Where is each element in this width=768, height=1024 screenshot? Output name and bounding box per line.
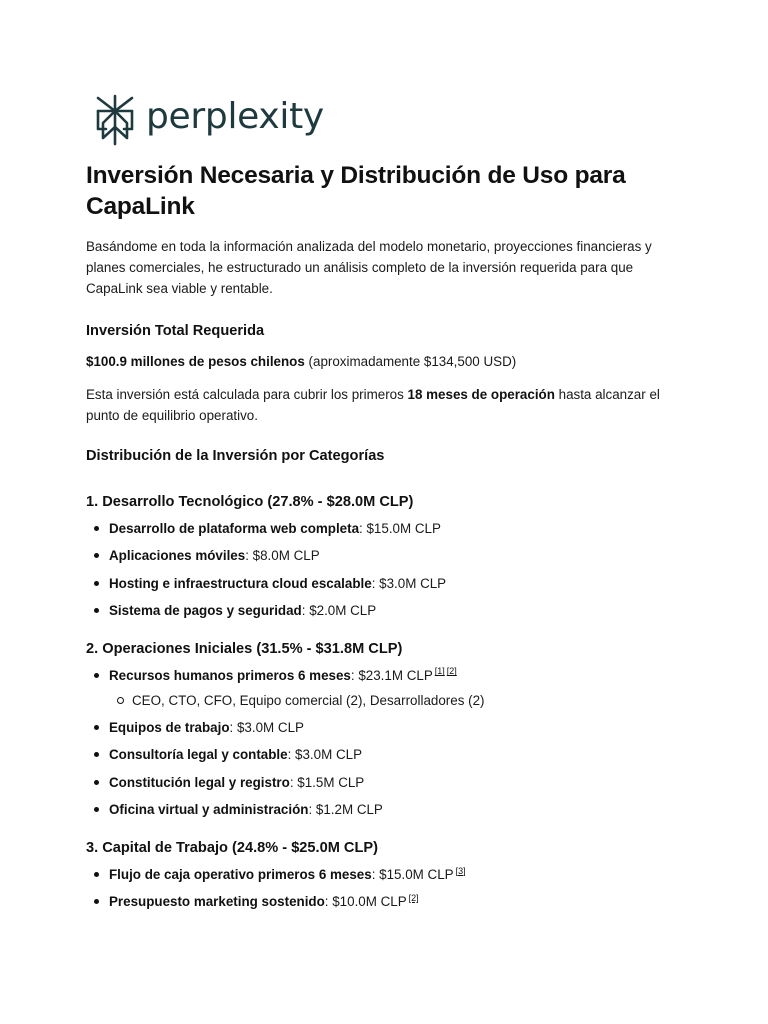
- item-label: Oficina virtual y administración: [109, 802, 309, 818]
- item-label: Desarrollo de plataforma web completa: [109, 521, 360, 536]
- coverage-period: 18 meses de operación: [407, 387, 555, 402]
- item-label: Consultoría legal y contable: [109, 747, 288, 763]
- list-item: [86, 600, 686, 621]
- list-item: [86, 772, 686, 793]
- item-label: Flujo de caja operativo primeros 6 meses: [109, 867, 372, 883]
- total-amount-bold: $100.9 millones de pesos chilenos: [86, 354, 305, 369]
- list-item: [86, 665, 686, 711]
- sub-list-item: CEO, CTO, CFO, Equipo comercial (2), Desarrolladores (2): [109, 690, 686, 711]
- page-title: Inversión Necesaria y Distribución de Uso para CapaLink: [86, 162, 626, 220]
- section-heading: 2. Operaciones Iniciales (31.5% - $31.8M CLP): [86, 640, 403, 657]
- item-label: Sistema de pagos y seguridad: [109, 602, 302, 618]
- item-value: : $1.2M CLP: [308, 802, 383, 818]
- citation-link[interactable]: [2]: [408, 892, 419, 903]
- list-item: [86, 799, 686, 820]
- section-heading: 1. Desarrollo Tecnológico (27.8% - $28.0M CLP): [86, 494, 414, 510]
- list-item: [86, 891, 686, 912]
- item-label: Equipos de trabajo: [109, 720, 230, 736]
- perplexity-logo-icon: [94, 94, 136, 146]
- coverage-text-start: Esta inversión está calculada para cubrir los primeros: [86, 387, 408, 402]
- logo-wordmark: perplexity: [146, 96, 324, 137]
- citation-link[interactable]: [1]: [434, 666, 445, 677]
- total-amount: [86, 351, 686, 372]
- coverage-text-end: hasta alcanzar el punto de equilibrio operativo.: [86, 387, 660, 423]
- document-body: [86, 160, 686, 919]
- citation-link[interactable]: [3]: [455, 865, 466, 876]
- item-label: Aplicaciones móviles: [109, 548, 246, 564]
- item-value: : $1.5M CLP: [289, 774, 365, 790]
- item-value: : $15.0M CLP: [359, 521, 441, 536]
- item-value: : $15.0M CLP: [371, 867, 454, 883]
- item-value: : $3.0M CLP: [287, 747, 363, 763]
- perplexity-logo: [94, 94, 324, 146]
- investment-coverage: [86, 384, 686, 426]
- list-item: [86, 717, 686, 738]
- list-item: [86, 518, 686, 539]
- total-investment-heading: Inversión Total Requerida: [86, 323, 265, 339]
- item-value: : $2.0M CLP: [301, 602, 377, 618]
- sub-list: [109, 690, 686, 711]
- total-amount-usd: (aproximadamente $134,500 USD): [304, 354, 517, 369]
- item-value: : $10.0M CLP: [324, 894, 407, 910]
- list-item: [86, 573, 686, 594]
- list-item: [86, 744, 686, 765]
- item-value: : $3.0M CLP: [229, 720, 304, 736]
- distribution-heading: Distribución de la Inversión por Categorías: [86, 448, 385, 464]
- item-value: : $3.0M CLP: [371, 575, 447, 591]
- section-list: [86, 518, 686, 621]
- citation-link[interactable]: [2]: [446, 666, 457, 677]
- section-list: [86, 864, 686, 912]
- list-item: [86, 864, 686, 885]
- distribution-sections: [86, 492, 686, 912]
- item-label: Hosting e infraestructura cloud escalable: [109, 575, 372, 591]
- intro-paragraph: Basándome en toda la información analizada del modelo monetario, proyecciones financieras y planes comerciales, he estructurado un análisis completo de la inversión requerida para que CapaLink sea viable y rentable.: [86, 239, 652, 296]
- item-value: : $8.0M CLP: [245, 548, 320, 564]
- section-heading: 3. Capital de Trabajo (24.8% - $25.0M CLP): [86, 840, 378, 857]
- list-item: [86, 545, 686, 566]
- item-label: Constitución legal y registro: [109, 774, 290, 790]
- section-list: [86, 665, 686, 820]
- item-value: : $23.1M CLP: [350, 667, 433, 683]
- item-label: Presupuesto marketing sostenido: [109, 894, 325, 910]
- item-label: Recursos humanos primeros 6 meses: [109, 667, 351, 683]
